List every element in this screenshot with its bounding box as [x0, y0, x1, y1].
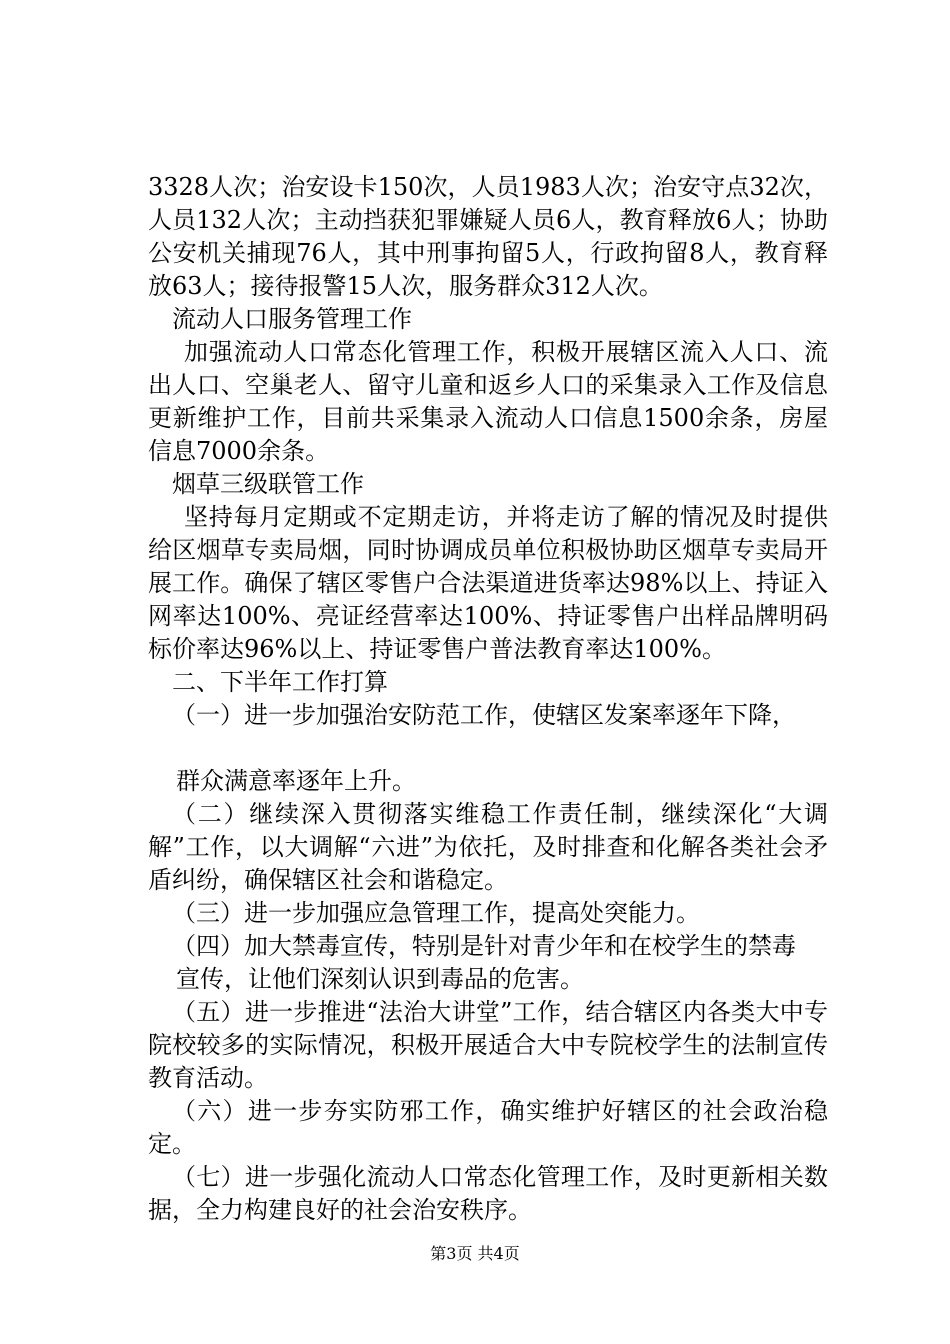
- plan-item-5: （五）进一步推进“法治大讲堂”工作，结合辖区内各类大中专院校较多的实际情况，积极开展适合大中专院校学生的法制宣传教育活动。: [148, 998, 828, 1092]
- paragraph-statistics: 3328人次；治安设卡150次，人员1983人次；治安守点32次，人员132人次；主动挡获犯罪嫌疑人员6人，教育释放6人；协助公安机关捕现76人，其中刑事拘留5人，行政拘留8人，教育释放63人；接待报警15人次，服务群众312人次。: [148, 173, 828, 300]
- document-body: [148, 171, 828, 1227]
- section-heading-second-half-plan: 二、下半年工作打算: [172, 668, 388, 696]
- plan-item-4: （四）加大禁毒宣传，特别是针对青少年和在校学生的禁毒: [172, 932, 796, 960]
- page-number-footer: 第3页 共4页: [430, 1244, 520, 1263]
- plan-item-3: （三）进一步加强应急管理工作，提高处突能力。: [172, 899, 700, 927]
- plan-item-1-continued: 群众满意率逐年上升。: [176, 767, 416, 795]
- paragraph-floating-population: 加强流动人口常态化管理工作，积极开展辖区流入人口、流出人口、空巢老人、留守儿童和返乡人口的采集录入工作及信息更新维护工作，目前共采集录入流动人口信息1500余条，房屋信息7000余条。: [148, 338, 828, 465]
- spacer: [148, 732, 828, 765]
- plan-item-2: （二）继续深入贯彻落实维稳工作责任制，继续深化“大调解”工作，以大调解“六进”为依托，及时排查和化解各类社会矛盾纠纷，确保辖区社会和谐稳定。: [148, 800, 828, 894]
- plan-item-1: （一）进一步加强治安防范工作，使辖区发案率逐年下降，: [172, 701, 796, 729]
- plan-item-7: （七）进一步强化流动人口常态化管理工作，及时更新相关数据，全力构建良好的社会治安秩序。: [148, 1163, 828, 1224]
- paragraph-tobacco: 坚持每月定期或不定期走访，并将走访了解的情况及时提供给区烟草专卖局烟，同时协调成员单位积极协助区烟草专卖局开展工作。确保了辖区零售户合法渠道进货率达98%以上、持证入网率达100%、亮证经营率达100%、持证零售户出样品牌明码标价率达96%以上、持证零售户普法教育率达100%。: [148, 503, 828, 663]
- section-heading-tobacco: 烟草三级联管工作: [172, 470, 364, 498]
- plan-item-6: （六）进一步夯实防邪工作，确实维护好辖区的社会政治稳定。: [148, 1097, 828, 1158]
- section-heading-floating-population: 流动人口服务管理工作: [172, 305, 412, 333]
- plan-item-4-continued: 宣传，让他们深刻认识到毒品的危害。: [176, 965, 584, 993]
